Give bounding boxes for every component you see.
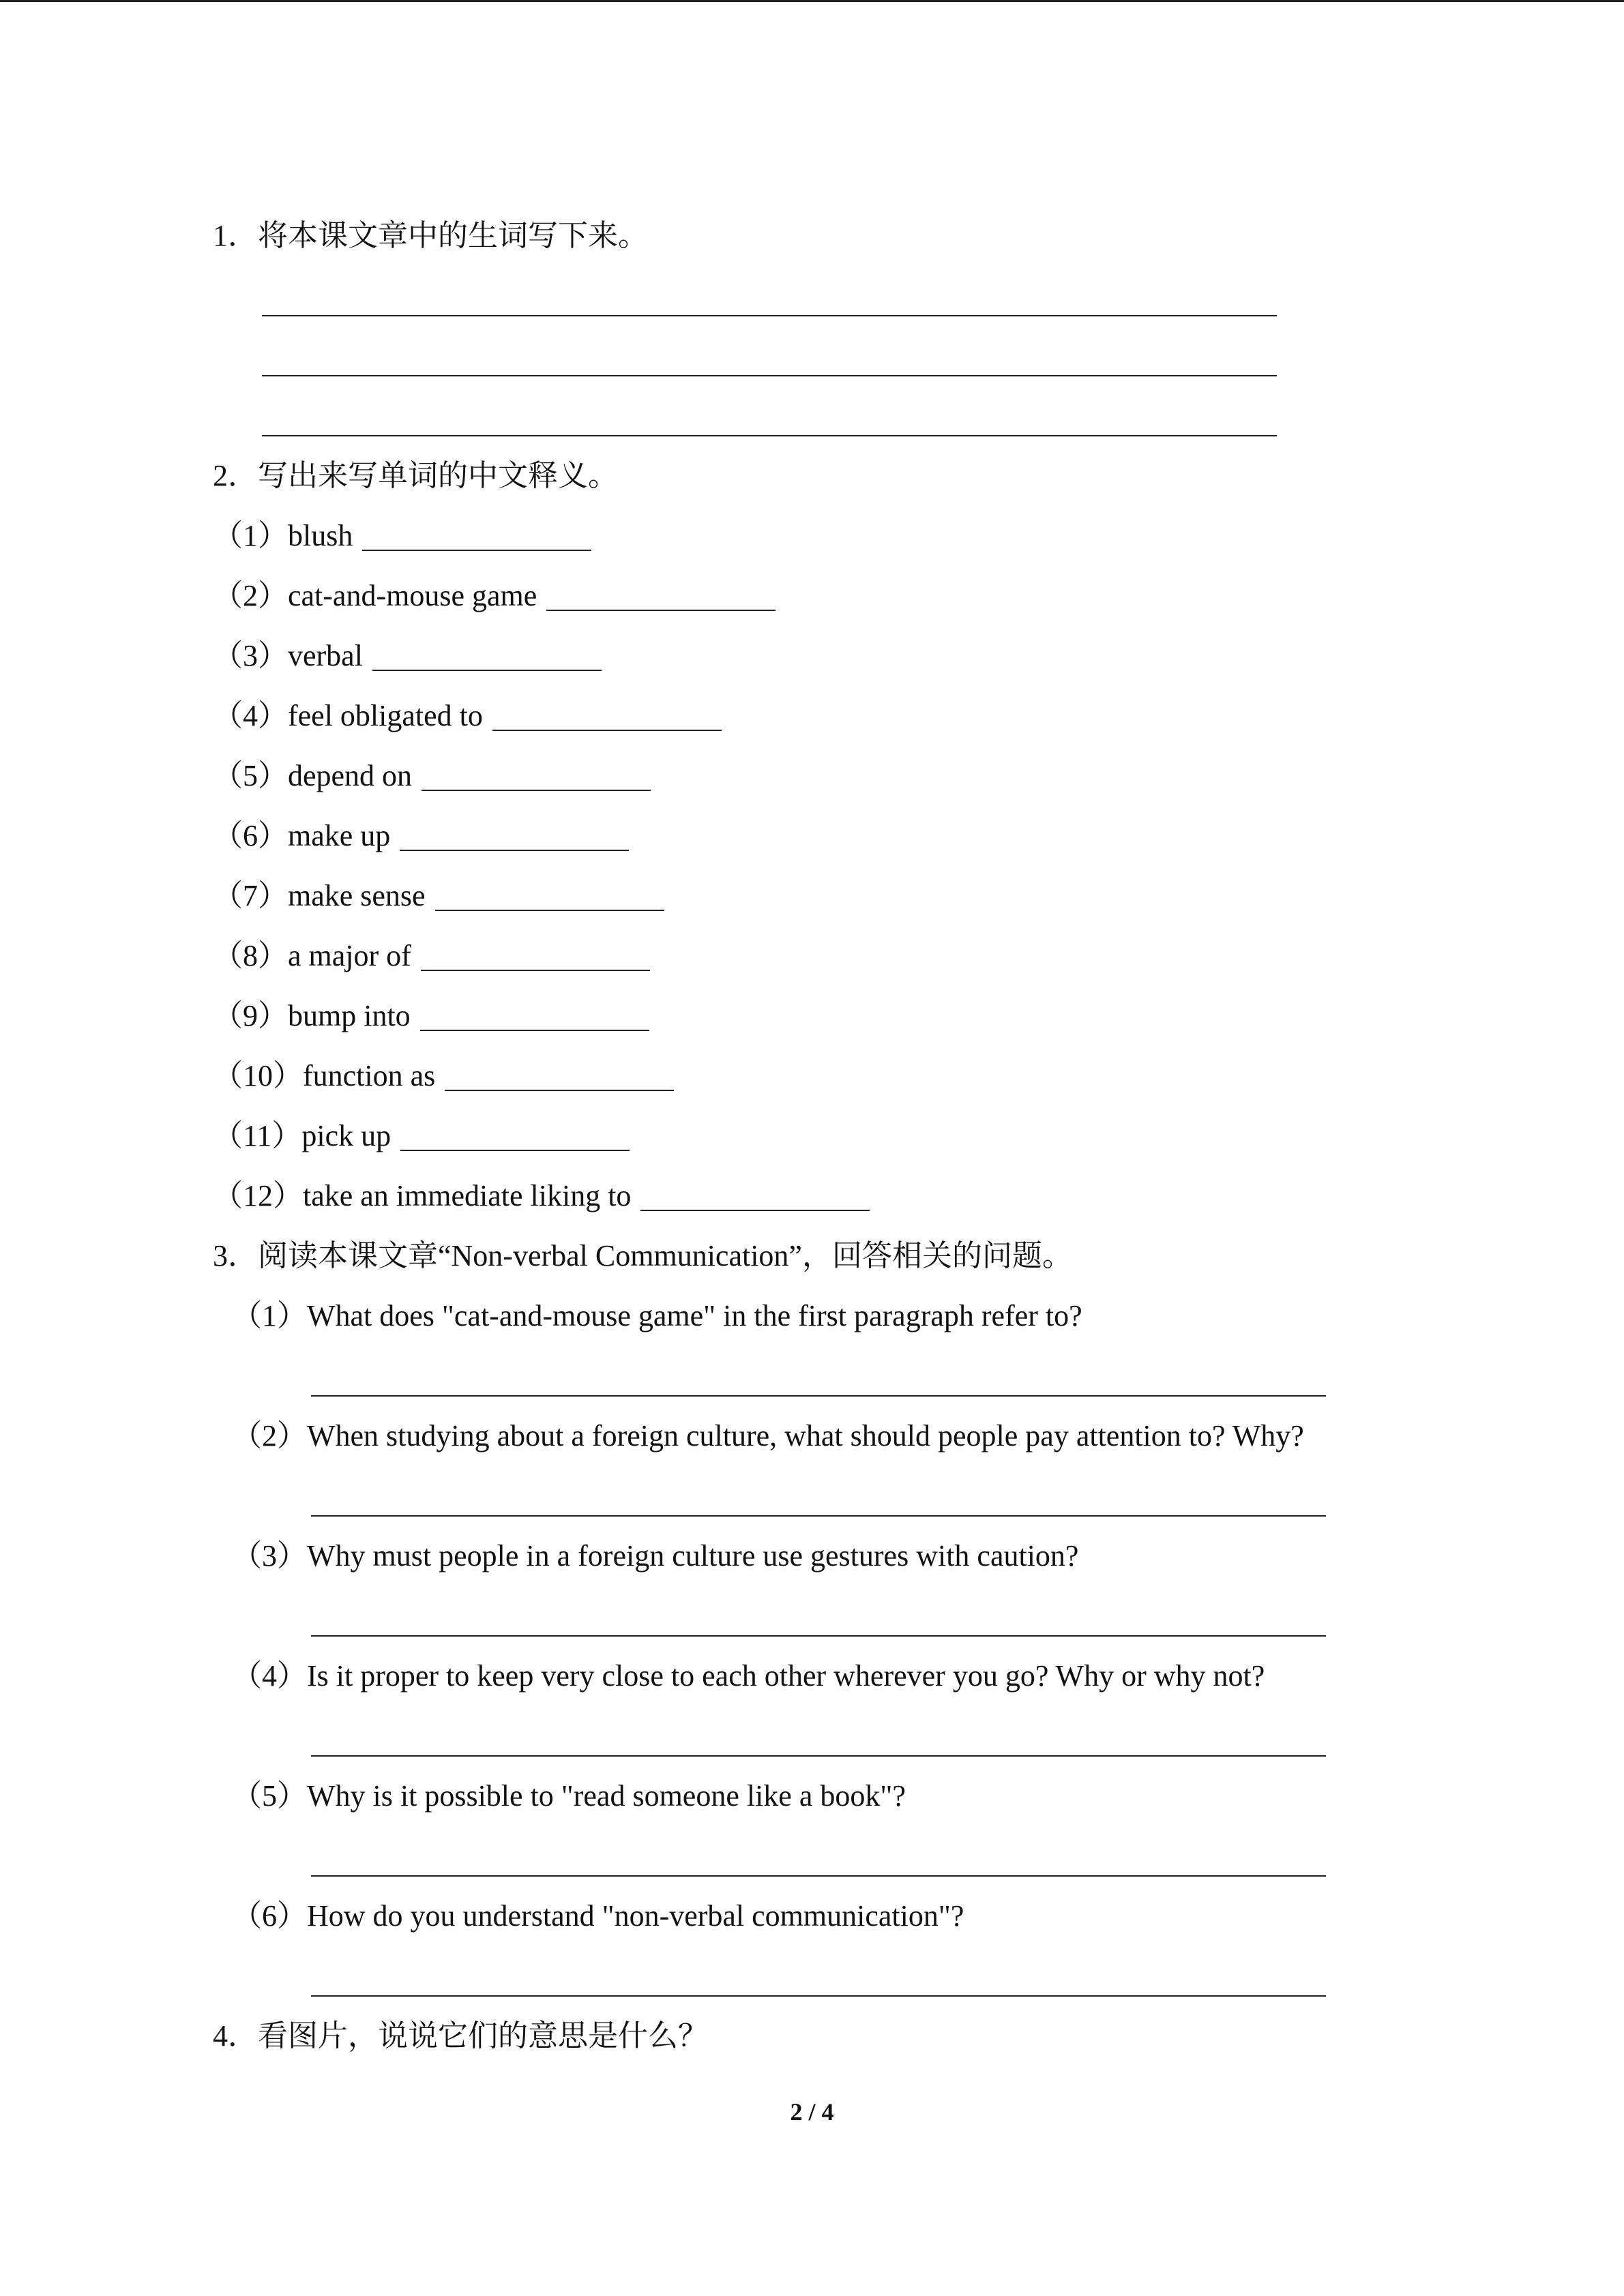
section-1-title: 1．将本课文章中的生词写下来。 — [213, 219, 648, 252]
question-answer-line[interactable] — [311, 1635, 1326, 1637]
question-item: （1）What does "cat-and-mouse game" in the first paragraph refer to? — [232, 1299, 1082, 1332]
vocab-blank[interactable] — [400, 850, 629, 851]
vocab-blank[interactable] — [362, 550, 591, 551]
vocab-item: （9）bump into — [213, 997, 649, 1035]
question-answer-line[interactable] — [311, 1395, 1326, 1397]
vocab-item: （1）blush — [213, 517, 591, 555]
vocab-item: （7）make sense — [213, 877, 664, 915]
answer-line-1[interactable] — [262, 315, 1277, 316]
question-answer-line[interactable] — [311, 1875, 1326, 1877]
vocab-blank[interactable] — [422, 790, 651, 791]
vocab-blank[interactable] — [400, 1150, 630, 1151]
top-border — [0, 0, 1624, 2]
vocab-item: （5）depend on — [213, 757, 651, 795]
question-answer-line[interactable] — [311, 1755, 1326, 1757]
vocab-item: （10）function as — [213, 1057, 674, 1095]
answer-line-3[interactable] — [262, 435, 1277, 436]
question-item: （4）Is it proper to keep very close to each other wherever you go? Why or why not? — [232, 1659, 1265, 1693]
vocab-item: （4）feel obligated to — [213, 697, 722, 735]
question-answer-line[interactable] — [311, 1515, 1326, 1517]
vocab-item: （3）verbal — [213, 637, 602, 675]
vocab-blank[interactable] — [420, 1030, 649, 1031]
vocab-item: （11）pick up — [213, 1117, 630, 1155]
question-item: （5）Why is it possible to "read someone like a book"? — [232, 1779, 906, 1813]
page-number: 2 / 4 — [790, 2098, 834, 2126]
section-2-title: 2．写出来写单词的中文释义。 — [213, 459, 618, 492]
vocab-item: （8）a major of — [213, 937, 650, 975]
vocab-blank[interactable] — [492, 730, 722, 731]
vocab-blank[interactable] — [421, 970, 650, 971]
question-item: （6）How do you understand "non-verbal communication"? — [232, 1899, 964, 1933]
answer-line-2[interactable] — [262, 375, 1277, 376]
question-item: （2）When studying about a foreign culture, what should people pay attention to? Why? — [232, 1419, 1304, 1452]
vocab-blank[interactable] — [372, 670, 602, 671]
question-item: （3）Why must people in a foreign culture use gestures with caution? — [232, 1539, 1079, 1572]
vocab-item: （6）make up — [213, 817, 629, 855]
vocab-blank[interactable] — [640, 1210, 870, 1211]
vocab-blank[interactable] — [445, 1090, 674, 1091]
vocab-item: （2）cat-and-mouse game — [213, 577, 776, 615]
vocab-item: （12）take an immediate liking to — [213, 1177, 870, 1215]
question-answer-line[interactable] — [311, 1995, 1326, 1997]
vocab-blank[interactable] — [435, 910, 664, 911]
section-3-title: 3．阅读本课文章“Non-verbal Communication”，回答相关的问题。 — [213, 1239, 1072, 1272]
vocab-blank[interactable] — [546, 610, 776, 611]
section-4-title: 4．看图片，说说它们的意思是什么？ — [213, 2019, 708, 2053]
